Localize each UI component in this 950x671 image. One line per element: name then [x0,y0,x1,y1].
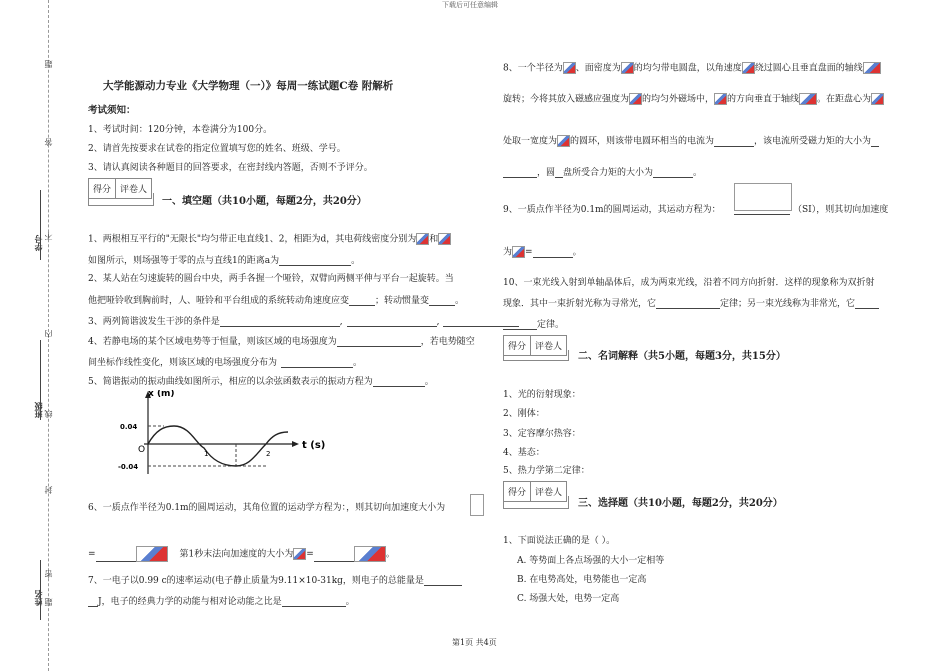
answer-blank[interactable] [503,168,537,178]
question-9-tail: （SI），则其切向加速度 [793,205,889,215]
question-text: 定律。 [537,320,565,330]
answer-blank[interactable] [88,597,98,607]
formula-image [742,62,755,74]
question-text: 盘所受合力矩的大小为 [563,168,654,178]
question-6 [88,504,445,513]
answer-blank[interactable] [555,168,563,178]
question-text: 。 [351,256,361,266]
question-3: 3、两列简谐波发生干涉的条件是 , , [88,317,519,327]
section-heading-choice: 三、选择题（共10小题，每题2分，共20分） [578,498,783,509]
term-item: 2、刚体： [503,409,545,419]
choice-option[interactable]: A. 等势面上各点场强的大小一定相等 [517,556,665,566]
question-7-cont [88,597,355,607]
question-text: 。 [424,377,434,387]
question-text: 和 [429,234,439,245]
question-text: 的方向垂直于轴线 [727,94,800,105]
answer-blank[interactable] [871,137,879,147]
formula-image [557,135,570,147]
question-text: 的圆环，则该带电圆环相当的电流为 [570,136,715,147]
formula-image [512,246,525,258]
answer-blank[interactable] [424,576,462,586]
formula-image [629,93,642,105]
origin-label: O [138,445,146,455]
question-text: 绕过圆心且垂直盘面的轴线 [754,63,863,74]
answer-blank[interactable] [714,137,754,147]
dash-mark: 线 [44,410,53,418]
question-text: = [306,549,314,560]
question-10: 10、一束光线入射到单轴晶体后，成为两束光线，沿着不同方向折射．这样的现象称为双折射 [503,278,875,288]
question-text: 5、简谐振动的振动曲线如图所示，相应的以余弦函数表示的振动方程为 [88,377,373,387]
question-text: = [88,549,96,560]
choice-option[interactable]: C. 场强大处，电势一定高 [517,594,620,604]
question-text: 他把哑铃收到胸前时，人、哑铃和平台组成的系统转动角速度应变 [88,296,350,306]
gutter-label-class: 班级 [33,402,43,418]
formula-image [470,494,484,516]
section-heading-fill: 一、填空题（共10小题，每题2分，共20分） [162,196,367,207]
question-text: 9、一质点作半径为0.1m的圆周运动，其运动方程为： [503,205,721,215]
formula-image [714,93,727,105]
score-entry[interactable] [503,496,569,509]
x-tick-1: 1 [204,450,209,458]
x-axis-arrow [292,441,299,447]
formula-image [871,93,884,105]
formula-image [863,62,881,74]
dash-mark: 不 [44,232,53,240]
question-text: 8、一个半径为 [503,63,563,74]
answer-blank[interactable] [96,552,136,562]
term-item: 4、基态： [503,448,545,458]
question-text: 。 [353,358,363,368]
answer-blank[interactable] [656,299,720,309]
question-text: 3、两列简谐波发生干涉的条件是 [88,317,220,327]
question-text: 为 [503,247,513,258]
question-4 [88,337,475,347]
score-entry[interactable] [88,193,154,206]
question-1 [88,233,451,245]
formula-image [438,233,451,245]
question-8-line3 [503,135,879,147]
answer-blank[interactable] [347,317,437,327]
wave-curve [148,426,288,466]
question-text: 旋转；今将其放入磁感应强度为 [503,94,630,105]
answer-blank[interactable] [279,256,351,266]
formula-image [136,546,168,562]
formula-image [734,183,792,211]
formula-image [799,93,817,105]
question-10-cont [503,299,879,309]
section-heading-terms: 二、名词解释（共5小题，每题3分，共15分） [578,351,786,362]
question-text: 。 [455,296,465,306]
dash-mark: 内 [44,330,53,338]
y-tick-bottom: -0.04 [118,463,139,471]
answer-blank[interactable] [373,377,425,387]
choice-question-1: 1、下面说法正确的是（ ）。 [503,536,616,546]
answer-blank[interactable] [855,299,879,309]
question-2: 2、某人站在匀速旋转的圆台中央，两手各握一个哑铃，双臂向两侧平伸与平台一起旋转。当 [88,274,454,284]
question-text: ，若电势随空 [420,337,475,347]
grader-label: 评卷人 [120,185,148,195]
question-text: 4、若静电场的某个区域电势等于恒量，则该区域的电场强度为 [88,337,337,347]
x-axis-label: t (s) [302,440,326,451]
term-item: 5、热力学第二定律： [503,466,590,476]
question-text: 第1秒末法向加速度的大小为 [179,549,294,560]
formula-image [621,62,634,74]
formula-image [354,546,386,562]
question-text: ；转动惯量变 [375,296,430,306]
question-6-cont [88,546,395,562]
question-text: 、面密度为 [575,63,621,74]
question-text: 。 [345,597,355,607]
answer-blank[interactable] [653,168,693,178]
notice-heading: 考试须知： [88,105,136,116]
question-text: 1、两根相互平行的"无限长"均匀带正电直线1、2，相距为d，其电荷线密度分别为 [88,234,417,245]
notice-item: 2、请首先按要求在试卷的指定位置填写您的姓名、班级、学号。 [88,144,346,154]
score-label: 得分 [89,179,116,198]
question-text: ，圆 [537,168,556,178]
oscillation-graph [112,390,352,480]
question-text: = [525,247,533,258]
choice-option[interactable]: B. 在电势高处，电势能也一定高 [517,575,647,585]
answer-blank[interactable] [349,296,375,306]
answer-blank[interactable] [220,317,340,327]
page-title: 大学能源动力专业《大学物理（一）》每周一练试题C卷 附解析 [103,80,394,92]
term-item: 3、定容摩尔热容： [503,429,581,439]
answer-blank[interactable] [314,552,354,562]
grader-label: 评卷人 [535,342,563,352]
y-tick-top: 0.04 [120,423,138,431]
question-10-cont2 [503,320,564,330]
question-text: 定律；另一束光线称为非常光，它 [720,299,856,309]
y-axis-label: x (m) [148,390,175,399]
question-text: 。 [572,247,582,258]
score-label: 得分 [504,482,531,501]
question-9-cont [503,246,582,258]
question-8 [503,62,881,74]
question-text: 的均匀外磁场中， [642,94,715,105]
dash-mark: 答 [44,138,53,146]
formula-image [293,548,306,560]
top-note: 下载后可任意编辑 [442,1,498,9]
x-tick-2: 2 [266,450,271,458]
question-8-line4 [503,168,702,178]
gutter-field-id[interactable] [40,190,41,260]
question-7 [88,576,462,586]
question-text: 7、一电子以0.99 c的速率运动(电子静止质量为9.11×10-31kg，则电子的总能量是 [88,576,424,586]
question-9-blank[interactable] [734,214,790,215]
gutter-label-name: 姓名 [33,590,43,606]
page-footer: 第1页 共4页 [452,638,497,647]
question-text: 现象．其中一束折射光称为寻常光，它 [503,299,657,309]
gutter-field-class[interactable] [40,340,41,420]
notice-item: 1、考试时间：120分钟，本卷满分为100分。 [88,125,273,135]
question-text: 。 [385,549,395,560]
question-5 [88,377,434,387]
answer-blank[interactable] [337,337,421,347]
question-text: 6、一质点作半径为0.1m的圆周运动，其角位置的运动学方程为：，则其切向加速度大小为 [88,503,446,513]
answer-blank[interactable] [503,320,537,330]
term-item: 1、光的衍射现象： [503,390,581,400]
grader-label: 评卷人 [535,488,563,498]
question-text: 。 [693,168,703,178]
gutter-label-id: 学号 [33,235,43,251]
question-text: J，电子的经典力学的动能与相对论动能之比是 [98,597,282,607]
score-label: 得分 [504,336,531,355]
question-1-cont [88,256,360,266]
question-text: 的均匀带电圆盘，以角速度 [633,63,742,74]
question-text: 。在距盘心为 [817,94,872,105]
dash-mark: 封 [44,486,53,494]
dash-mark: 题 [44,60,53,68]
answer-blank[interactable] [429,296,455,306]
formula-image [416,233,429,245]
answer-blank[interactable] [281,358,353,368]
question-2-cont [88,296,464,306]
formula-image [563,62,576,74]
question-8-line2 [503,93,884,105]
notice-item: 3、请认真阅读各种题目的回答要求，在密封线内答题，否则不予评分。 [88,163,373,173]
question-9 [503,206,721,215]
gutter-field-name[interactable] [40,560,41,620]
question-text: 间坐标作线性变化，则该区域的电场强度分布为 [88,358,278,368]
dash-mark: 题 [44,598,53,606]
answer-blank[interactable] [282,597,346,607]
score-entry[interactable] [503,350,569,361]
question-text: ，该电流所受磁力矩的大小为 [754,136,872,147]
answer-blank[interactable] [533,248,573,258]
question-text: 如图所示，则场强等于零的点与直线1的距离a为 [88,256,280,266]
question-4-cont [88,358,362,368]
question-text: 处取一宽度为 [503,136,558,147]
dash-mark: 密 [44,570,53,578]
